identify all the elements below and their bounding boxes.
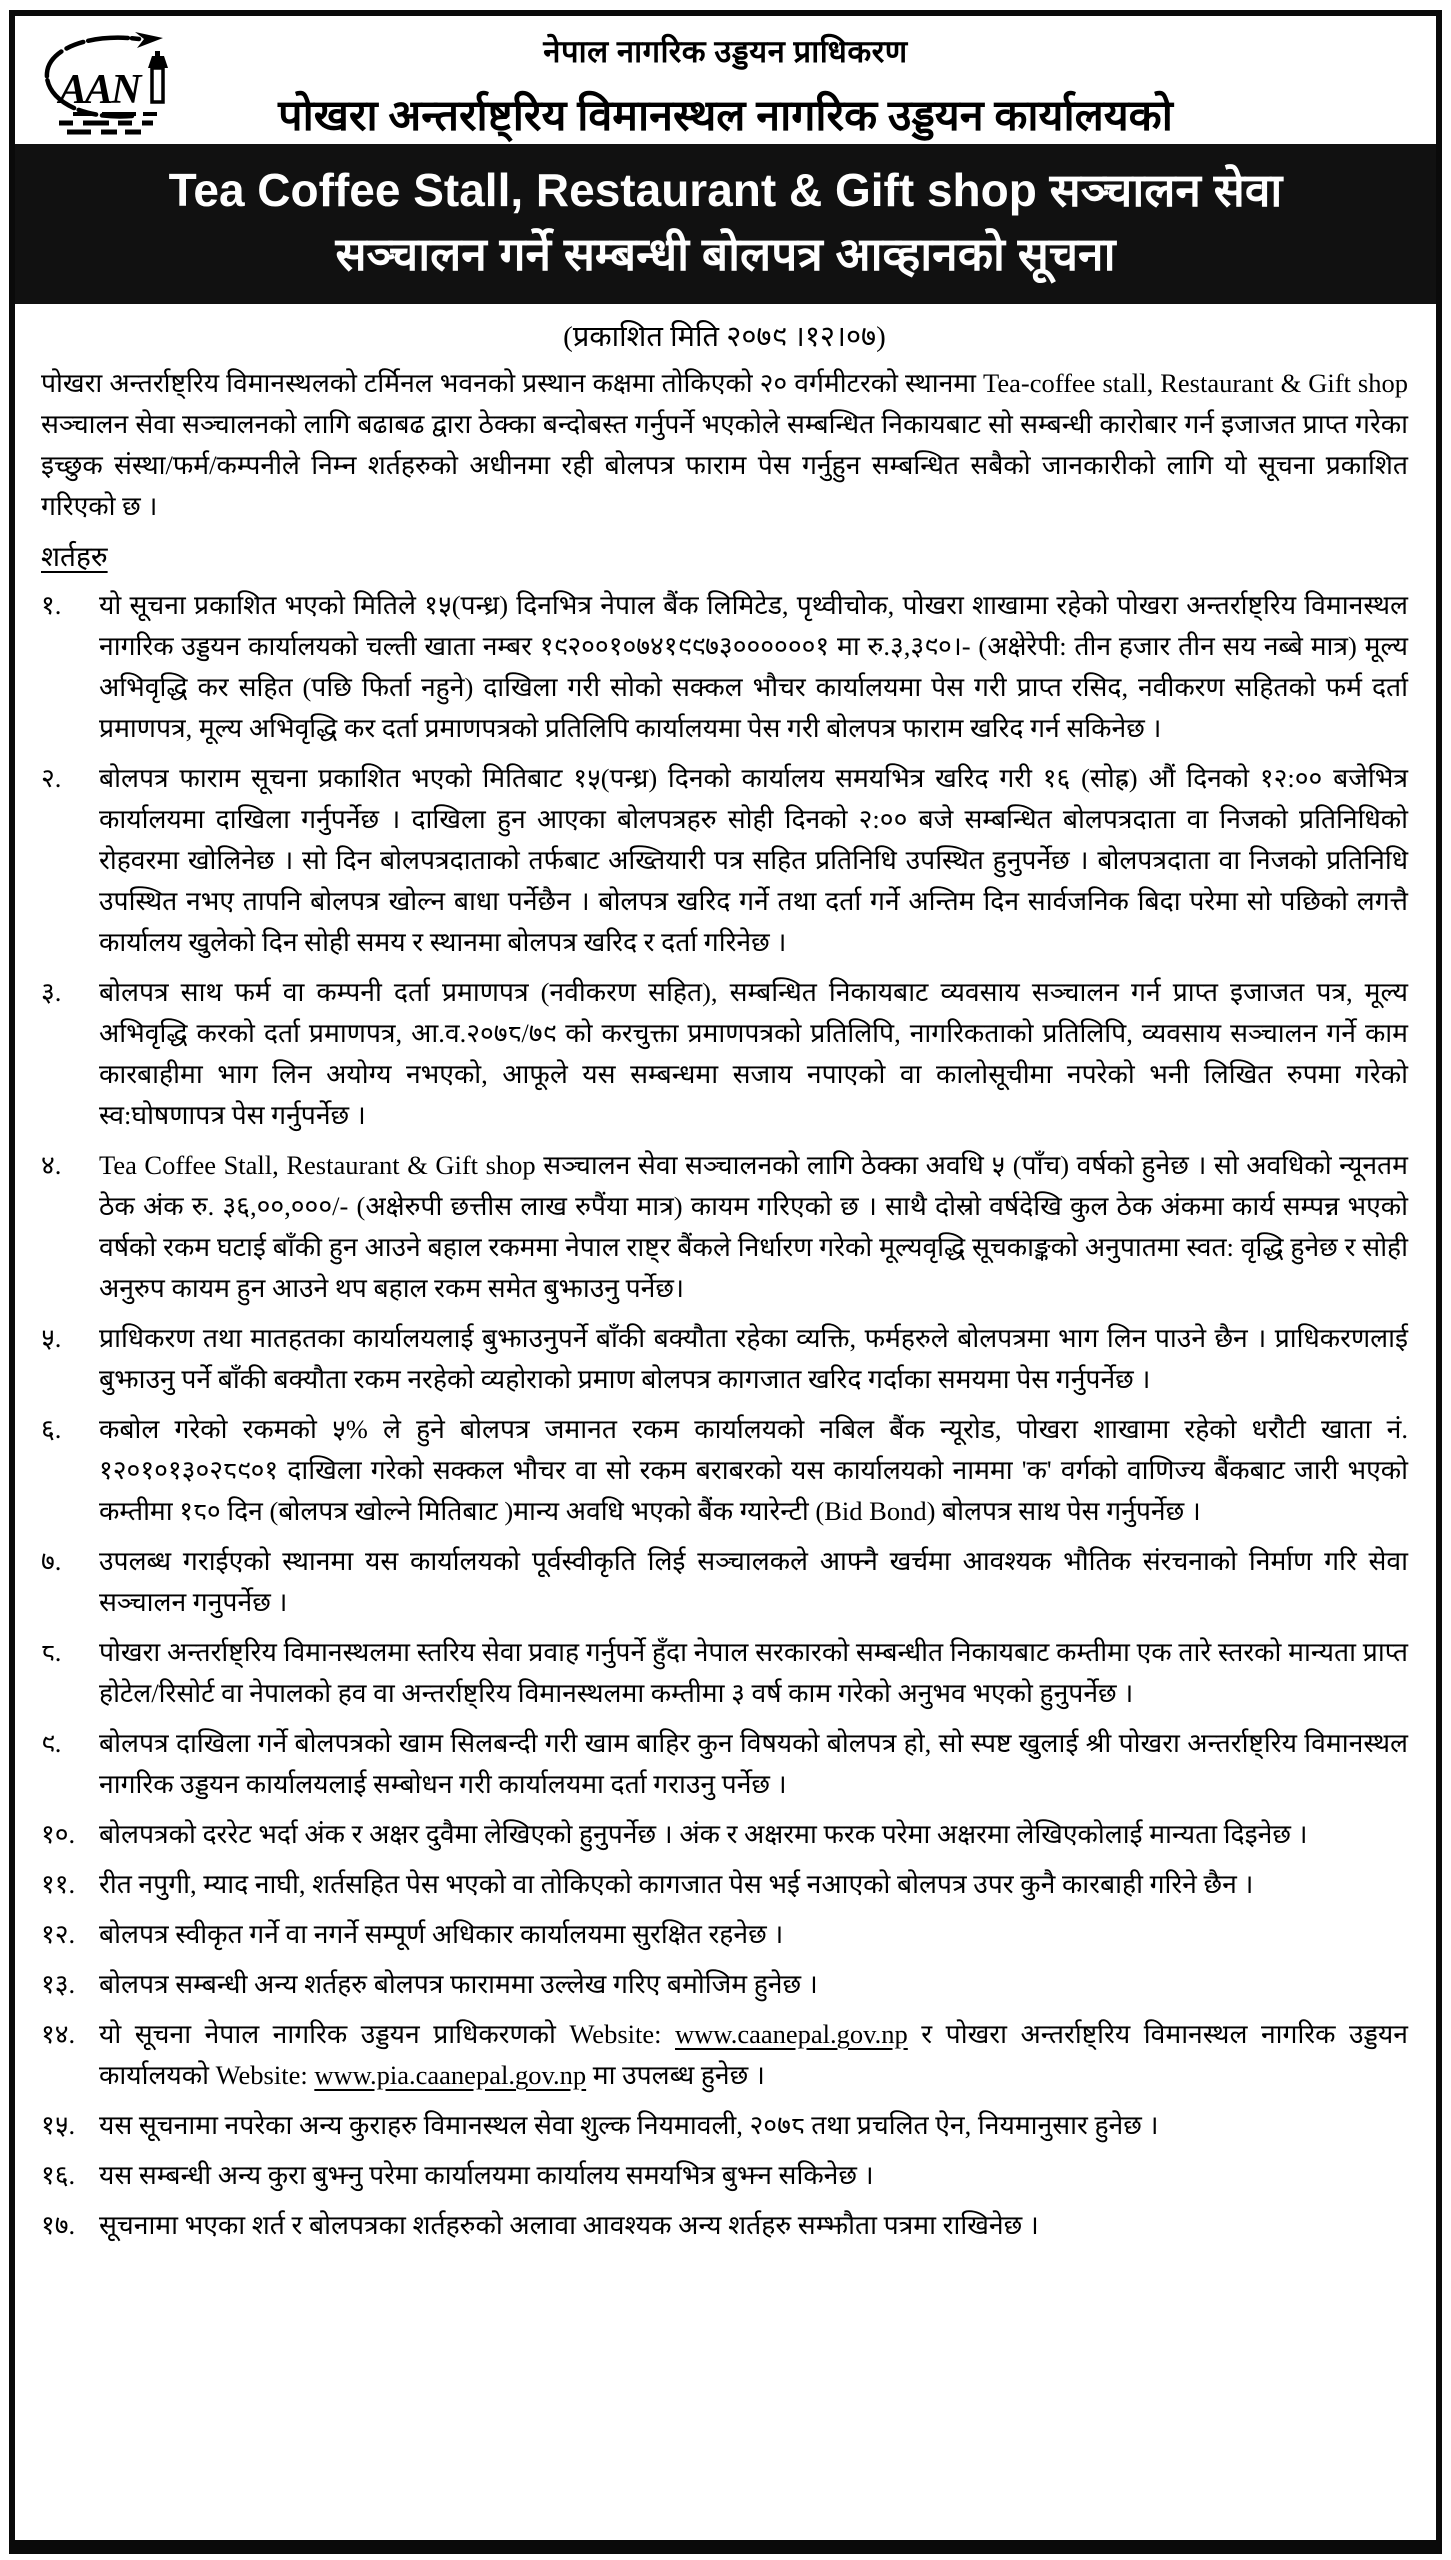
condition-text: यस सम्बन्धी अन्य कुरा बुझ्नु परेमा कार्यालयमा कार्यालय समयभित्र बुझ्न सकिनेछ । [99, 2160, 874, 2190]
condition-number: ९. [41, 1728, 62, 1758]
condition-text: बोलपत्र स्वीकृत गर्ने वा नगर्ने सम्पूर्ण अधिकार कार्यालयमा सुरक्षित रहनेछ । [99, 1919, 784, 1949]
condition-text: बोलपत्रको दररेट भर्दा अंक र अक्षर दुवैमा लेखिएको हुनुपर्नेछ । अंक र अक्षरमा फरक परेमा अक्षरमा लेखिएकोलाई मान्यता दिइनेछ । [99, 1819, 1308, 1849]
svg-text:AAN: AAN [59, 67, 140, 113]
condition-number: १५. [41, 2110, 76, 2140]
condition-item [41, 2155, 1408, 2196]
condition-item [41, 1318, 1408, 1400]
condition-text: बोलपत्र फाराम सूचना प्रकाशित भएको मितिबाट १५(पन्ध्र) दिनको कार्यालय समयभित्र खरिद गरी १६ (सोह्र) औं दिनको १२:०० बजेभित्र कार्यालयमा दाखिला गर्नुपर्नेछ । दाखिला हुन आएका बोलपत्रहरु सोही दिनको २:०० बजे सम्बन्धित बोलपत्रदाता वा निजको प्रतिनिधिको रोहवरमा खोलिनेछ । सो दिन बोलपत्रदाताको तर्फबाट अख्तियारी पत्र सहित प्रतिनिधि उपस्थित हुनुपर्नेछ । बोलपत्रदाता वा निजको प्रतिनिधि उपस्थित नभए तापनि बोलपत्र खोल्न बाधा पर्नेछैन । बोलपत्र खरिद गर्ने तथा दर्ता गर्ने अन्तिम दिन सार्वजनिक बिदा परेमा सो पछिको लगत्तै कार्यालय खुलेको दिन सोही समय र स्थानमा बोलपत्र खरिद र दर्ता गरिनेछ । [99, 763, 1408, 957]
condition-number: ८. [41, 1637, 62, 1667]
condition-text: सूचनामा भएका शर्त र बोलपत्रका शर्तहरुको अलावा आवश्यक अन्य शर्तहरु सम्झौता पत्रमा राखिनेछ । [99, 2210, 1039, 2240]
condition-text: यस सूचनामा नपरेका अन्य कुराहरु विमानस्थल सेवा शुल्क नियमावली, २०७८ तथा प्रचलित ऐन, नियमानुसार हुनेछ । [99, 2110, 1159, 2140]
notice-title-banner [15, 144, 1436, 304]
condition-item [41, 1632, 1408, 1714]
condition-number: १०. [41, 1819, 76, 1849]
notice-page [9, 10, 1442, 2554]
banner-title-line1: Tea Coffee Stall, Restaurant & Gift shop सञ्चालन सेवा [168, 164, 1283, 216]
conditions-list [41, 585, 1408, 2246]
condition-text: प्राधिकरण तथा मातहतका कार्यालयलाई बुझाउनुपर्ने बाँकी बक्यौता रहेका व्यक्ति, फर्महरुले बोलपत्रमा भाग लिन पाउने छैन । प्राधिकरणलाई बुझाउनु पर्ने बाँकी बक्यौता रकम नरहेको व्यहोराको प्रमाण बोलपत्र कागजात खरिद गर्दाका समयमा पेस गर्नुपर्नेछ । [99, 1323, 1408, 1394]
condition-text: बोलपत्र दाखिला गर्ने बोलपत्रको खाम सिलबन्दी गरी खाम बाहिर कुन विषयको बोलपत्र हो, सो स्पष्ट खुलाई श्री पोखरा अन्तर्राष्ट्रिय विमानस्थल नागरिक उड्डयन कार्यालयलाई सम्बोधन गरी कार्यालयमा दर्ता गराउनु पर्नेछ । [99, 1728, 1408, 1799]
condition-number: ३. [41, 977, 62, 1007]
condition-number: १४. [41, 2019, 76, 2049]
caan-logo-icon [35, 26, 197, 138]
condition-item [41, 1864, 1408, 1905]
condition-item [41, 972, 1408, 1136]
condition-item [41, 1964, 1408, 2005]
condition-text: यो सूचना नेपाल नागरिक उड्डयन प्राधिकरणको Website: www.caanepal.gov.np र पोखरा अन्तर्राष्ट्रिय विमानस्थल नागरिक उड्डयन कार्यालयको Website: www.pia.caanepal.gov.np मा उपलब्ध हुनेछ । [99, 2019, 1408, 2090]
condition-text: उपलब्ध गराईएको स्थानमा यस कार्यालयको पूर्वस्वीकृति लिई सञ्चालकले आफ्नै खर्चमा आवश्यक भौतिक संरचनाको निर्माण गरि सेवा सञ्चालन गनुपर्नेछ । [99, 1546, 1408, 1617]
condition-item [41, 2105, 1408, 2146]
condition-text: रीत नपुगी, म्याद नाघी, शर्तसहित पेस भएको वा तोकिएको कागजात पेस भई नआएको बोलपत्र उपर कुनै कारबाही गरिने छैन । [99, 1869, 1254, 1899]
condition-text: बोलपत्र साथ फर्म वा कम्पनी दर्ता प्रमाणपत्र (नवीकरण सहित), सम्बन्धित निकायबाट व्यवसाय सञ्चालन गर्न प्राप्त इजाजत पत्र, मूल्य अभिवृद्धि करको दर्ता प्रमाणपत्र, आ.व.२०७८/७९ को करचुक्ता प्रमाणपत्रको प्रतिलिपि, नागरिकताको प्रतिलिपि, व्यवसाय सञ्चालन गर्ने काम कारबाहीमा भाग लिन अयोग्य नभएको, आफूले यस सम्बन्धमा सजाय नपाएको वा कालोसूचीमा नपरेको भनी लिखित रुपमा गरेको स्व:घोषणापत्र पेस गर्नुपर्नेछ । [99, 977, 1408, 1130]
condition-number: २. [41, 763, 62, 793]
intro-paragraph: पोखरा अन्तर्राष्ट्रिय विमानस्थलको टर्मिनल भवनको प्रस्थान कक्षमा तोकिएको २० वर्गमीटरको स्थानमा Tea-coffee stall, Restaurant & Gift shop सञ्चालन सेवा सञ्चालनको लागि बढाबढ द्वारा ठेक्का बन्दोबस्त गर्नुपर्ने भएकोले सम्बन्धित निकायबाट सो सम्बन्धी कारोबार गर्न इजाजत प्राप्त गरेका इच्छुक संस्था/फर्म/कम्पनीले निम्न शर्तहरुको अधीनमा रही बोलपत्र फाराम पेस गर्नुहुन सम्बन्धित सबैको जानकारीको लागि यो सूचना प्रकाशित गरिएको छ । [41, 368, 1408, 521]
condition-text: बोलपत्र सम्बन्धी अन्य शर्तहरु बोलपत्र फाराममा उल्लेख गरिए बमोजिम हुनेछ । [99, 1969, 818, 1999]
condition-item [41, 1145, 1408, 1309]
condition-item [41, 2205, 1408, 2246]
banner-title-line2: सञ्चालन गर्ने सम्बन्धी बोलपत्र आव्हानको सूचना [335, 228, 1116, 280]
org-name-line2: पोखरा अन्तर्राष्ट्रिय विमानस्थल नागरिक उड्डयन कार्यालयको [278, 93, 1173, 140]
condition-number: ७. [41, 1546, 62, 1576]
condition-number: १७. [41, 2210, 76, 2240]
condition-text: यो सूचना प्रकाशित भएको मितिले १५(पन्ध्र) दिनभित्र नेपाल बैंक लिमिटेड, पृथ्वीचोक, पोखरा शाखामा रहेको पोखरा अन्तर्राष्ट्रिय विमानस्थल नागरिक उड्डयन कार्यालयको चल्ती खाता नम्बर १९२००१०७४१९९७३००००००१ मा रु.३,३९०।- (अक्षेरेपी: तीन हजार तीन सय नब्बे मात्र) मूल्य अभिवृद्धि कर सहित (पछि फिर्ता नहुने) दाखिला गरी सोको सक्कल भौचर कार्यालयमा पेस गरी प्राप्त रसिद, नवीकरण सहितको फर्म दर्ता प्रमाणपत्र, मूल्य अभिवृद्धि कर दर्ता प्रमाणपत्रको प्रतिलिपि कार्यालयमा पेस गरी बोलपत्र फाराम खरिद गर्न सकिनेछ । [99, 590, 1408, 743]
condition-text: पोखरा अन्तर्राष्ट्रिय विमानस्थलमा स्तरिय सेवा प्रवाह गर्नुपर्ने हुँदा नेपाल सरकारको सम्बन्धीत निकायबाट कम्तीमा एक तारे स्तरको मान्यता प्राप्त होटेल/रिसोर्ट वा नेपालको हव वा अन्तर्राष्ट्रिय विमानस्थलमा कम्तीमा ३ वर्ष काम गरेको अनुभव भएको हुनुपर्नेछ । [99, 1637, 1408, 1708]
condition-item [41, 758, 1408, 963]
condition-item [41, 1914, 1408, 1955]
condition-number: ६. [41, 1414, 62, 1444]
condition-item [41, 1814, 1408, 1855]
published-date: (प्रकाशित मिति २०७९ ।१२।०७) [563, 321, 886, 353]
notice-header [15, 16, 1436, 144]
website-link[interactable]: www.caanepal.gov.np [675, 2019, 908, 2049]
condition-item [41, 1541, 1408, 1623]
condition-number: १. [41, 590, 62, 620]
condition-number: ११. [41, 1869, 76, 1899]
condition-number: १२. [41, 1919, 76, 1949]
condition-text: कबोल गरेको रकमको ५% ले हुने बोलपत्र जमानत रकम कार्यालयको नबिल बैंक न्यूरोड, पोखरा शाखामा रहेको धरौटी खाता नं. १२०१०१३०२८९०१ दाखिला गरेको सक्कल भौचर वा सो रकम बराबरको यस कार्यालयको नाममा 'क' वर्गको वाणिज्य बैंकबाट जारी भएको कम्तीमा १८० दिन (बोलपत्र खोल्ने मितिबाट )मान्य अवधि भएको बैंक ग्यारेन्टी (Bid Bond) बोलपत्र साथ पेस गर्नुपर्नेछ । [99, 1414, 1408, 1526]
condition-number: ४. [41, 1150, 62, 1180]
website-link[interactable]: www.pia.caanepal.gov.np [314, 2060, 587, 2090]
notice-body [15, 304, 1436, 2246]
condition-number: १३. [41, 1969, 76, 1999]
condition-text: Tea Coffee Stall, Restaurant & Gift shop सञ्चालन सेवा सञ्चालनको लागि ठेक्का अवधि ५ (पाँच) वर्षको हुनेछ । सो अवधिको न्यूनतम ठेक अंक रु. ३६,००,०००/- (अक्षेरुपी छत्तीस लाख रुपैंया मात्र) कायम गरिएको छ । साथै दोस्रो वर्षदेखि कुल ठेक अंकमा कार्य सम्पन्न भएको वर्षको रकम घटाई बाँकी हुन आउने बहाल रकममा नेपाल राष्ट्र बैंकले निर्धारण गरेको मूल्यवृद्धि सूचकाङ्कको अनुपातमा स्वत: वृद्धि हुनेछ र सोही अनुरुप कायम हुन आउने थप बहाल रकम समेत बुझाउनु पर्नेछ। [99, 1150, 1408, 1303]
condition-number: १६. [41, 2160, 76, 2190]
condition-item [41, 1409, 1408, 1532]
condition-number: ५. [41, 1323, 62, 1353]
condition-item [41, 585, 1408, 749]
condition-item [41, 2014, 1408, 2096]
conditions-heading: शर्तहरु [41, 542, 108, 573]
condition-item [41, 1723, 1408, 1805]
org-name-line1: नेपाल नागरिक उड्डयन प्राधिकरण [543, 34, 908, 69]
